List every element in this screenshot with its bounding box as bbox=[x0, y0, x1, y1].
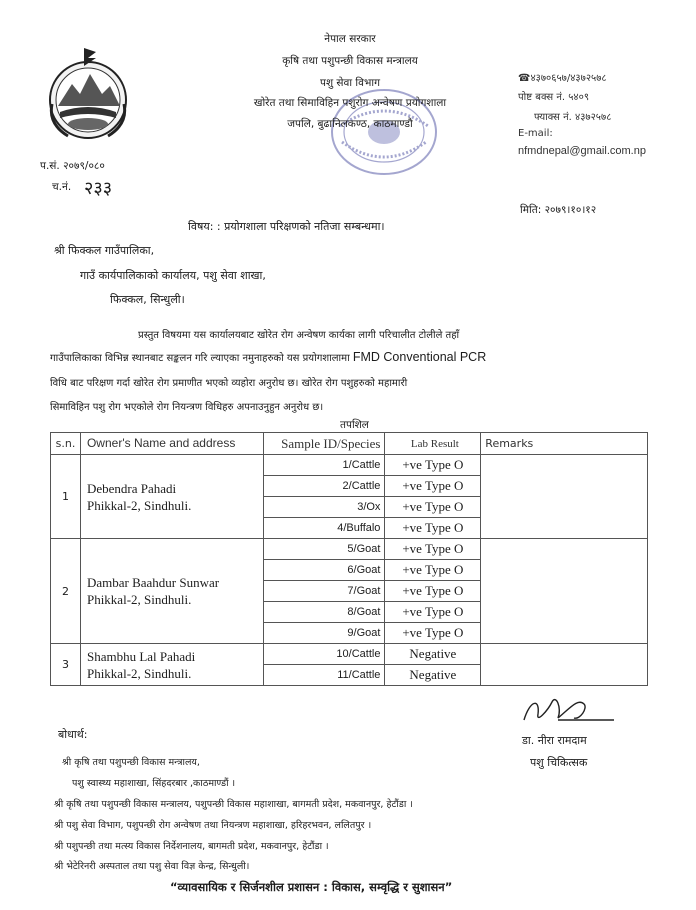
lab-result: +ve Type O bbox=[385, 602, 481, 623]
header-government: नेपाल सरकार bbox=[324, 33, 376, 45]
row-sn: 1 bbox=[51, 455, 81, 539]
ref-cn-label: च.नं. bbox=[52, 181, 72, 193]
table-row bbox=[51, 644, 648, 665]
lab-result: +ve Type O bbox=[385, 581, 481, 602]
header-lab-name: खोरेत तथा सिमाविहिन पशुरोग अन्वेषण प्रयोगशाला bbox=[253, 97, 447, 109]
table-header-row bbox=[51, 433, 648, 455]
sample-id: 8/Goat bbox=[263, 602, 385, 623]
ref-ps-number: प.सं. २०७९/०८० bbox=[40, 160, 105, 172]
cc-line-4: श्री पशु सेवा विभाग, पशुपन्छी रोग अन्वेषण तथा नियन्त्रण महाशाखा, हरिहरभवन, ललितपुर । bbox=[54, 820, 372, 831]
sample-id: 4/Buffalo bbox=[263, 518, 385, 539]
sample-id: 9/Goat bbox=[263, 623, 385, 644]
remarks-cell bbox=[481, 539, 648, 644]
cc-line-2: पशु स्वास्थ्य महाशाखा, सिंहदरबार ,काठमाण्डौं । bbox=[72, 778, 236, 789]
recipient-line-3: फिक्कल, सिन्धुली। bbox=[110, 293, 185, 306]
table-title: तपशिल bbox=[340, 419, 369, 431]
remarks-cell bbox=[481, 644, 648, 686]
cc-line-5: श्री पशुपन्छी तथा मत्स्य विकास निर्देशनालय, बागमती प्रदेश, मकवानपुर, हेटौंडा । bbox=[54, 841, 329, 852]
row-sn: 3 bbox=[51, 644, 81, 686]
cc-label: बोधार्थ: bbox=[58, 728, 88, 741]
col-remarks: Remarks bbox=[481, 433, 648, 455]
cc-line-1: श्री कृषि तथा पशुपन्छी विकास मन्त्रालय, bbox=[62, 757, 200, 768]
body-line-2-text: गाउँपालिकाका विभिन्न स्थानबाट सङ्कलन गरि ल्याएका नमुनाहरुको यस प्रयोगशालामा bbox=[50, 353, 350, 364]
col-sn: s.n. bbox=[51, 433, 81, 455]
col-sample-id: Sample ID/Species bbox=[263, 433, 385, 455]
header-ministry: कृषि तथा पशुपन्छी विकास मन्त्रालय bbox=[282, 55, 418, 67]
header-location: जपलि, बुढानिलकण्ठ, काठमाण्डौ bbox=[287, 118, 413, 130]
lab-result: Negative bbox=[385, 665, 481, 686]
contact-email: nfmdnepal@gmail.com.np bbox=[518, 145, 646, 157]
letter-subject: विषय: : प्रयोगशाला परिक्षणको नतिजा सम्बन्धमा। bbox=[188, 220, 385, 233]
contact-email-label: E-mail: bbox=[518, 128, 553, 139]
row-sn: 2 bbox=[51, 539, 81, 644]
nepal-emblem-logo bbox=[44, 44, 132, 144]
results-table bbox=[50, 432, 648, 686]
owner-name: Debendra Pahadi bbox=[86, 480, 177, 496]
row-owner bbox=[80, 539, 263, 644]
lab-result: +ve Type O bbox=[385, 560, 481, 581]
header-department: पशु सेवा विभाग bbox=[319, 77, 380, 89]
sample-id: 3/Ox bbox=[263, 497, 385, 518]
lab-result: +ve Type O bbox=[385, 497, 481, 518]
sample-id: 10/Cattle bbox=[263, 644, 385, 665]
owner-address: Phikkal-2, Sindhuli. bbox=[86, 592, 192, 607]
col-owner: Owner's Name and address bbox=[80, 433, 263, 455]
lab-result: +ve Type O bbox=[385, 455, 481, 476]
contact-phone: ☎४३७०६५७/४३७२५७८ bbox=[518, 73, 607, 84]
row-owner bbox=[80, 644, 263, 686]
body-line-4: सिमाविहिन पशु रोग भएकोले रोग नियन्त्रण विधिहरु अपनाउनुहुन अनुरोध छ। bbox=[50, 402, 324, 413]
sample-id: 6/Goat bbox=[263, 560, 385, 581]
body-line-2 bbox=[50, 350, 486, 364]
owner-name: Dambar Baahdur Sunwar bbox=[86, 575, 220, 590]
owner-address: Phikkal-2, Sindhuli. bbox=[86, 665, 192, 681]
sample-id: 1/Cattle bbox=[263, 455, 385, 476]
lab-result: +ve Type O bbox=[385, 476, 481, 497]
body-method: FMD Conventional PCR bbox=[352, 350, 487, 364]
remarks-cell bbox=[481, 455, 648, 539]
lab-result: +ve Type O bbox=[385, 539, 481, 560]
recipient-line-2: गाउँ कार्यपालिकाको कार्यालय, पशु सेवा शाखा, bbox=[80, 269, 266, 282]
contact-pobox: पोष्ट बक्स नं. ५४०९ bbox=[518, 92, 590, 103]
owner-address: Phikkal-2, Sindhuli. bbox=[86, 497, 192, 513]
contact-fax: फ्याक्स नं. ४३७२५७८ bbox=[534, 112, 612, 123]
table-row bbox=[51, 539, 648, 560]
owner-name: Shambhu Lal Pahadi bbox=[86, 648, 196, 664]
handwritten-signature bbox=[518, 690, 618, 730]
cc-line-3: श्री कृषि तथा पशुपन्छी विकास मन्त्रालय, पशुपन्छी विकास महाशाखा, बागमती प्रदेश, मकवानपुर, हेटौंडा । bbox=[54, 799, 413, 810]
footer-slogan: “व्यावसायिक र सिर्जनशील प्रशासन : विकास, सम्वृद्धि र सुशासन” bbox=[170, 880, 453, 894]
signatory-title: पशु चिकित्सक bbox=[530, 756, 588, 769]
sample-id: 2/Cattle bbox=[263, 476, 385, 497]
sample-id: 7/Goat bbox=[263, 581, 385, 602]
sample-id: 5/Goat bbox=[263, 539, 385, 560]
letter-date: मिति: २०७९।१०।१२ bbox=[520, 204, 597, 216]
table-row bbox=[51, 455, 648, 476]
lab-result: +ve Type O bbox=[385, 623, 481, 644]
signatory-name: डा. नीरा रामदाम bbox=[522, 734, 587, 747]
lab-result: +ve Type O bbox=[385, 518, 481, 539]
sample-id: 11/Cattle bbox=[263, 665, 385, 686]
body-line-1: प्रस्तुत विषयमा यस कार्यालयबाट खोरेत रोग अन्वेषण कार्यका लागी परिचालीत टोलीले तहाँ bbox=[138, 330, 460, 341]
ref-cn-handwritten: २३३ bbox=[84, 178, 113, 199]
recipient-line-1: श्री फिक्कल गाउँपालिका, bbox=[54, 244, 155, 257]
lab-result: Negative bbox=[385, 644, 481, 665]
body-line-3: विधि बाट परिक्षण गर्दा खोरेत रोग प्रमाणीत भएको व्यहोरा अनुरोध छ। खोरेत रोग पशुहरुको महामारी bbox=[50, 378, 408, 389]
cc-line-6: श्री भेटेरिनरी अस्पताल तथा पशु सेवा विज्ञ केन्द्र, सिन्धुली। bbox=[54, 861, 250, 872]
row-owner bbox=[80, 455, 263, 539]
col-lab-result: Lab Result bbox=[385, 433, 481, 455]
